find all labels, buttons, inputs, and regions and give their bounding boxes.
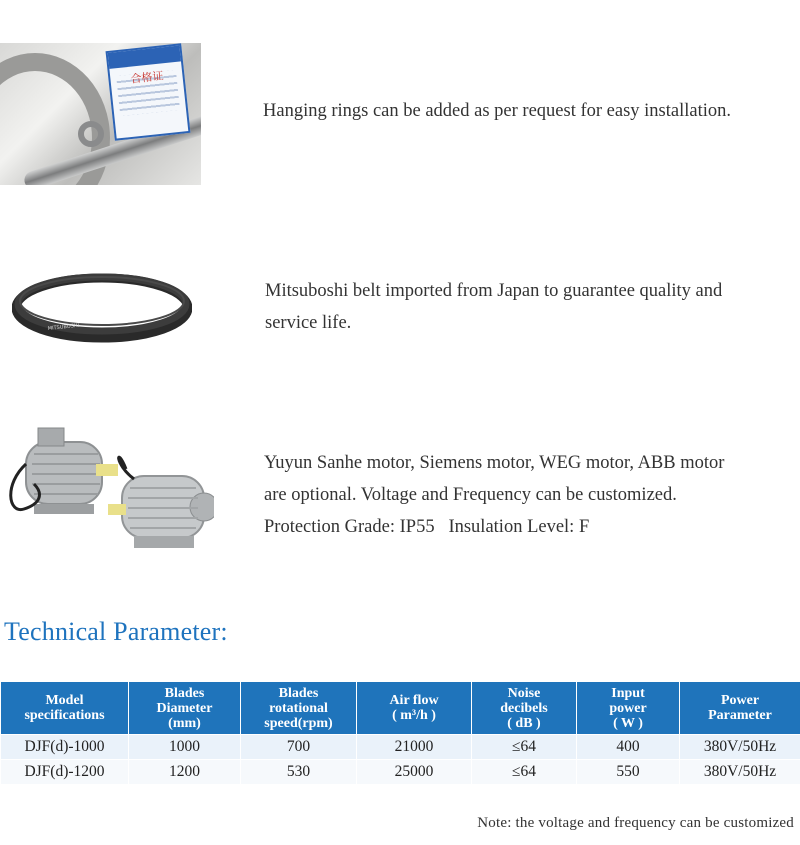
cell-speed: 530 <box>241 760 357 785</box>
cell-noise: ≤64 <box>472 735 577 760</box>
cell-speed: 700 <box>241 735 357 760</box>
cell-power: 550 <box>577 760 680 785</box>
table-row <box>1 760 800 785</box>
feature-motor-text <box>264 447 724 543</box>
header-blades-diameter: Blades Diameter (mm) <box>129 682 241 735</box>
cell-power-parameter: 380V/50Hz <box>680 735 800 760</box>
cell-air-flow: 21000 <box>357 735 472 760</box>
feature-line: are optional. Voltage and Frequency can be customized. <box>264 485 677 505</box>
header-noise: Noise decibels ( dB ) <box>472 682 577 735</box>
cell-model: DJF(d)-1200 <box>1 760 129 785</box>
hanging-ring-icon <box>78 121 104 147</box>
certificate-tag-text: 合格证 <box>129 69 165 86</box>
header-model: Model specifications <box>1 682 129 735</box>
cell-diameter: 1000 <box>129 735 241 760</box>
feature-belt-text <box>265 275 722 339</box>
belt-print-text: MITSUBOSHI <box>47 322 80 332</box>
header-input-power: Input power ( W ) <box>577 682 680 735</box>
hanging-ring-photo <box>0 43 201 185</box>
header-power-parameter: Power Parameter <box>680 682 800 735</box>
table-row <box>1 735 800 760</box>
motor-photo <box>4 424 214 554</box>
feature-line: Yuyun Sanhe motor, Siemens motor, WEG motor, ABB motor <box>264 453 725 473</box>
feature-line: Protection Grade: IP55 Insulation Level: F <box>264 517 590 537</box>
certificate-tag <box>106 43 191 140</box>
cell-power: 400 <box>577 735 680 760</box>
belt-photo <box>12 268 192 343</box>
table-header-row <box>1 682 800 735</box>
feature-line: service life. <box>265 313 352 333</box>
feature-line: Mitsuboshi belt imported from Japan to guarantee quality and <box>265 281 723 301</box>
feature-hanging-rings-text <box>263 95 731 127</box>
customization-note: Note: the voltage and frequency can be customized <box>477 815 794 831</box>
cell-power-parameter: 380V/50Hz <box>680 760 800 785</box>
cell-diameter: 1200 <box>129 760 241 785</box>
technical-parameter-table <box>0 681 800 785</box>
cell-air-flow: 25000 <box>357 760 472 785</box>
cell-noise: ≤64 <box>472 760 577 785</box>
cell-model: DJF(d)-1000 <box>1 735 129 760</box>
header-rotational-speed: Blades rotational speed(rpm) <box>241 682 357 735</box>
section-title: Technical Parameter: <box>4 617 228 646</box>
header-air-flow: Air flow ( m³/h ) <box>357 682 472 735</box>
feature-line: Hanging rings can be added as per request for easy installation. <box>263 101 732 121</box>
